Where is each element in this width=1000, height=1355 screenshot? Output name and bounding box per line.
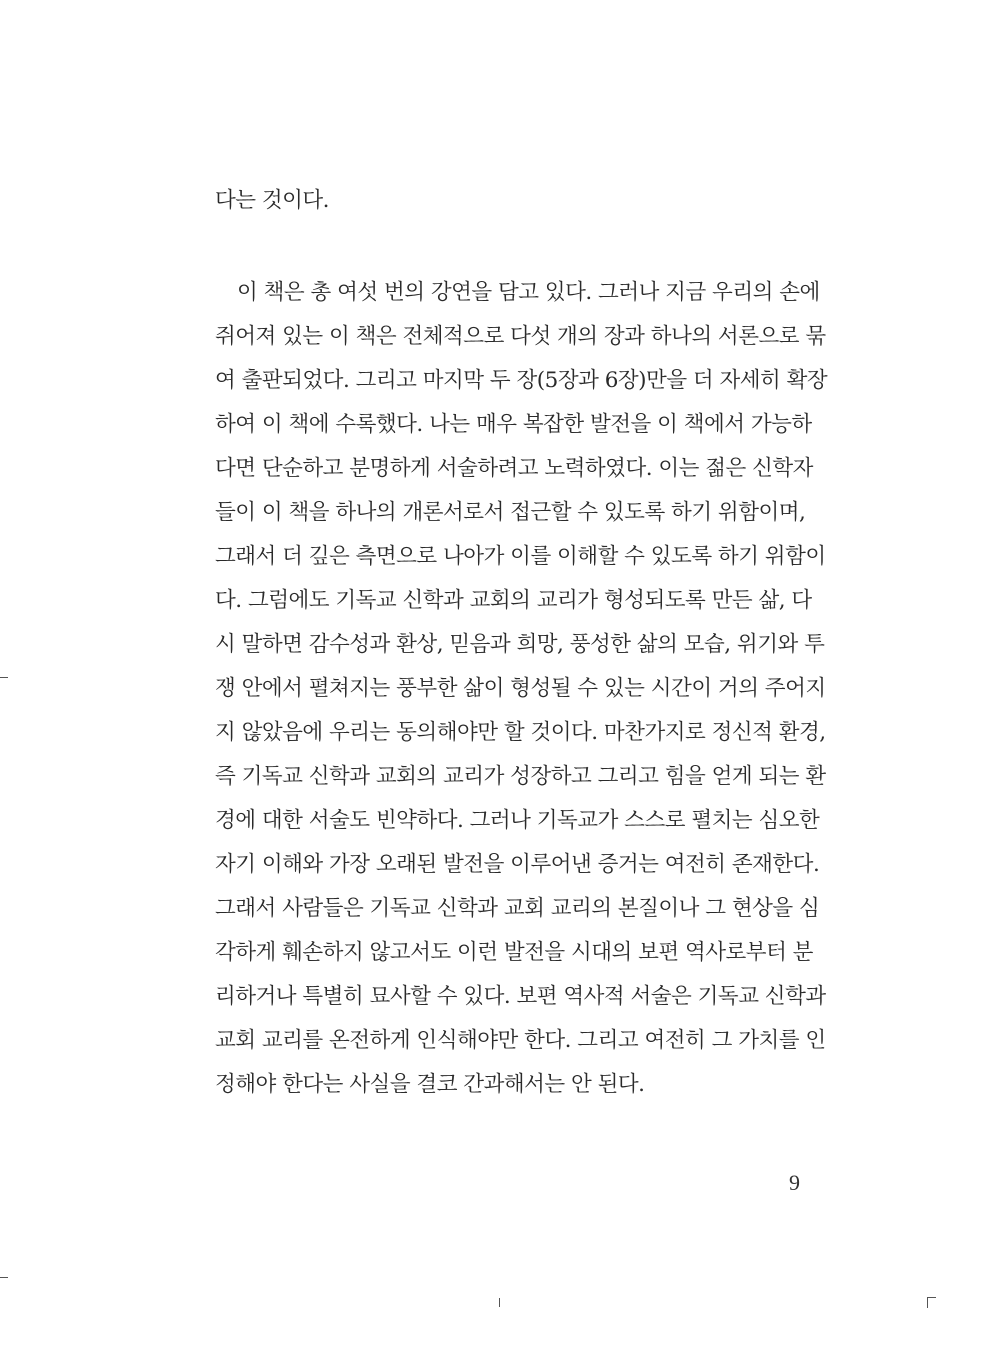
paragraph-line: 이 책은 총 여섯 번의 강연을 담고 있다. 그러나 지금 우리의 손에: [237, 280, 820, 305]
crop-mark-bottom-left: [0, 1277, 8, 1278]
paragraph-line: 리하거나 특별히 묘사할 수 있다. 보편 역사적 서술은 기독교 신학과: [215, 984, 826, 1009]
paragraph-line: 교회 교리를 온전하게 인식해야만 한다. 그리고 여전히 그 가치를 인: [215, 1028, 826, 1053]
paragraph-line: 각하게 훼손하지 않고서도 이런 발전을 시대의 보편 역사로부터 분: [215, 940, 813, 965]
paragraph-line: 다면 단순하고 분명하게 서술하려고 노력하였다. 이는 젊은 신학자: [215, 456, 813, 481]
paragraph-line: 다는 것이다.: [215, 188, 330, 213]
crop-mark-bottom-center: [499, 1298, 500, 1307]
crop-mark-left: [0, 677, 8, 678]
paragraph-line: 하여 이 책에 수록했다. 나는 매우 복잡한 발전을 이 책에서 가능하: [215, 412, 812, 437]
paragraph-line: 그래서 사람들은 기독교 신학과 교회 교리의 본질이나 그 현상을 심: [215, 896, 820, 921]
paragraph-line: 자기 이해와 가장 오래된 발전을 이루어낸 증거는 여전히 존재한다.: [215, 852, 820, 877]
paragraph-line: 경에 대한 서술도 빈약하다. 그러나 기독교가 스스로 펼치는 심오한: [215, 808, 820, 833]
crop-mark-bottom-right-h: [927, 1297, 936, 1298]
crop-mark-bottom-right-v: [927, 1297, 928, 1308]
paragraph-line: 지 않았음에 우리는 동의해야만 할 것이다. 마찬가지로 정신적 환경,: [215, 720, 826, 745]
paragraph-line: 즉 기독교 신학과 교회의 교리가 성장하고 그리고 힘을 얻게 되는 환: [215, 764, 826, 789]
page-number: 9: [789, 1170, 800, 1195]
paragraph-line: 쟁 안에서 펼쳐지는 풍부한 삶이 형성될 수 있는 시간이 거의 주어지: [215, 676, 826, 701]
paragraph-line: 그래서 더 깊은 측면으로 나아가 이를 이해할 수 있도록 하기 위함이: [215, 544, 826, 569]
paragraph-line: 여 출판되었다. 그리고 마지막 두 장(5장과 6장)만을 더 자세히 확장: [215, 368, 828, 393]
paragraph-line: 들이 이 책을 하나의 개론서로서 접근할 수 있도록 하기 위함이며,: [215, 500, 806, 525]
paragraph-line: 쥐어져 있는 이 책은 전체적으로 다섯 개의 장과 하나의 서론으로 묶: [215, 324, 826, 349]
paragraph-line: 다. 그럼에도 기독교 신학과 교회의 교리가 형성되도록 만든 삶, 다: [215, 588, 812, 613]
paragraph-line: 시 말하면 감수성과 환상, 믿음과 희망, 풍성한 삶의 모습, 위기와 투: [215, 632, 825, 657]
paragraph-line: 정해야 한다는 사실을 결코 간과해서는 안 된다.: [215, 1072, 645, 1097]
